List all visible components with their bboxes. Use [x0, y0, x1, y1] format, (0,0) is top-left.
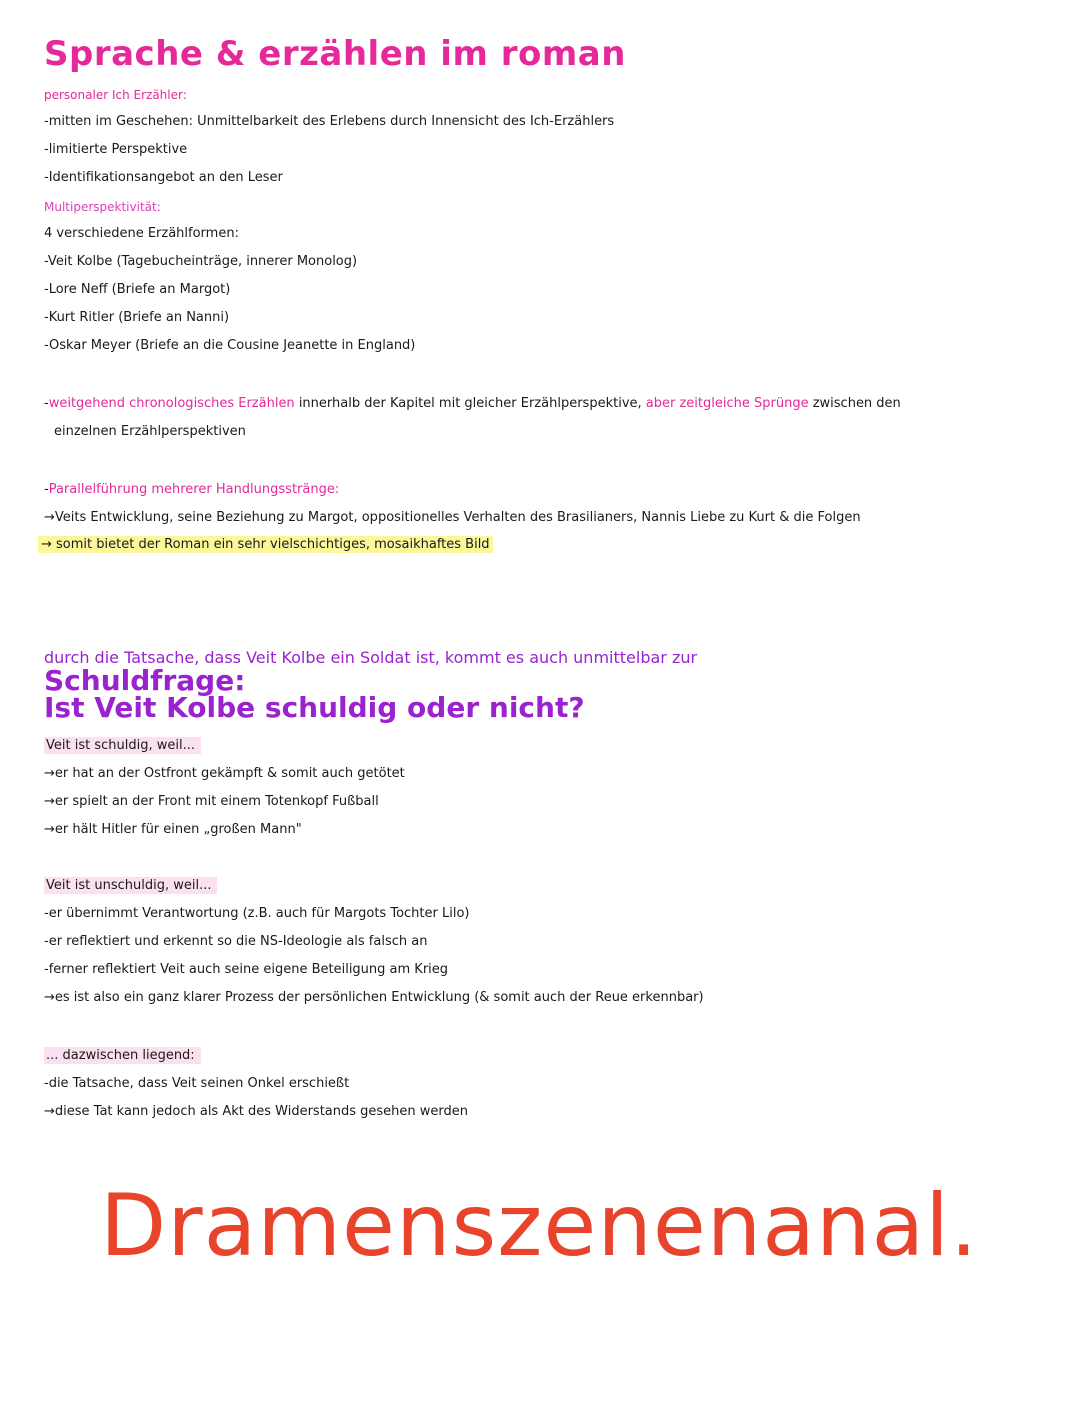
innocent-item: -er reflektiert und erkennt so die NS-Ideologie als falsch an: [44, 934, 428, 949]
parallel-conclusion: [38, 537, 493, 552]
highlighted-conclusion: → somit bietet der Roman ein sehr vielschichtiges, mosaikhaftes Bild: [38, 536, 493, 553]
guilty-item: →er hält Hitler für einen „großen Mann": [44, 822, 302, 837]
parallel-heading: Parallelführung mehrerer Handlungsstränge:: [48, 482, 340, 497]
parallel-item: →Veits Entwicklung, seine Beziehung zu Margot, oppositionelles Verhalten des Brasilianers, Nannis Liebe zu Kurt & die Folgen: [44, 510, 861, 525]
guilty-item: →er spielt an der Front mit einem Totenkopf Fußball: [44, 794, 379, 809]
between-heading-wrap: [44, 1048, 201, 1063]
innocent-heading: Veit ist unschuldig, weil...: [44, 877, 217, 894]
chrono-pink-2: aber zeitgleiche Sprünge: [645, 396, 809, 411]
schuld-intro: durch die Tatsache, dass Veit Kolbe ein Soldat ist, kommt es auch unmittelbar zur: [44, 648, 698, 667]
guilty-heading: Veit ist schuldig, weil...: [44, 737, 201, 754]
between-item: -die Tatsache, dass Veit seinen Onkel erschießt: [44, 1076, 350, 1091]
multi-item: -Oskar Meyer (Briefe an die Cousine Jeanette in England): [44, 338, 416, 353]
multi-item: -Lore Neff (Briefe an Margot): [44, 282, 231, 297]
innocent-item: →es ist also ein ganz klarer Prozess der persönlichen Entwicklung (& somit auch der Reue erkennbar): [44, 990, 704, 1005]
schuld-question: Ist Veit Kolbe schuldig oder nicht?: [44, 691, 585, 724]
personal-item: -Identifikationsangebot an den Leser: [44, 170, 283, 185]
chrono-line-1: [44, 396, 901, 411]
page-title: Sprache & erzählen im roman: [44, 34, 626, 74]
chrono-line-2: einzelnen Erzählperspektiven: [54, 424, 246, 439]
personal-item: -mitten im Geschehen: Unmittelbarkeit des Erlebens durch Innensicht des Ich-Erzählers: [44, 114, 615, 129]
guilty-item: →er hat an der Ostfront gekämpft & somit auch getötet: [44, 766, 405, 781]
multi-item: -Veit Kolbe (Tagebucheinträge, innerer Monolog): [44, 254, 358, 269]
between-heading: ... dazwischen liegend:: [44, 1047, 201, 1064]
schuld-title: Schuldfrage:: [44, 664, 246, 697]
dramen-heading: Dramenszenenanal.: [100, 1176, 979, 1276]
chrono-pink-1: weitgehend chronologisches Erzählen: [48, 396, 295, 411]
parallel-dash: -: [44, 482, 49, 497]
multi-item: -Kurt Ritler (Briefe an Nanni): [44, 310, 230, 325]
between-item: →diese Tat kann jedoch als Akt des Widerstands gesehen werden: [44, 1104, 469, 1119]
personal-item: -limitierte Perspektive: [44, 142, 188, 157]
guilty-heading-wrap: [44, 738, 201, 753]
innocent-item: -ferner reflektiert Veit auch seine eigene Beteiligung am Krieg: [44, 962, 449, 977]
innocent-heading-wrap: [44, 878, 217, 893]
chrono-mid: innerhalb der Kapitel mit gleicher Erzählperspektive,: [294, 396, 646, 411]
chrono-dash: -: [44, 396, 49, 411]
personal-heading: personaler Ich Erzähler:: [44, 88, 187, 102]
parallel-heading-line: [44, 482, 339, 497]
multi-heading: Multiperspektivität:: [44, 200, 161, 214]
multi-intro: 4 verschiedene Erzählformen:: [44, 226, 239, 241]
chrono-end: zwischen den: [808, 396, 901, 411]
innocent-item: -er übernimmt Verantwortung (z.B. auch für Margots Tochter Lilo): [44, 906, 470, 921]
